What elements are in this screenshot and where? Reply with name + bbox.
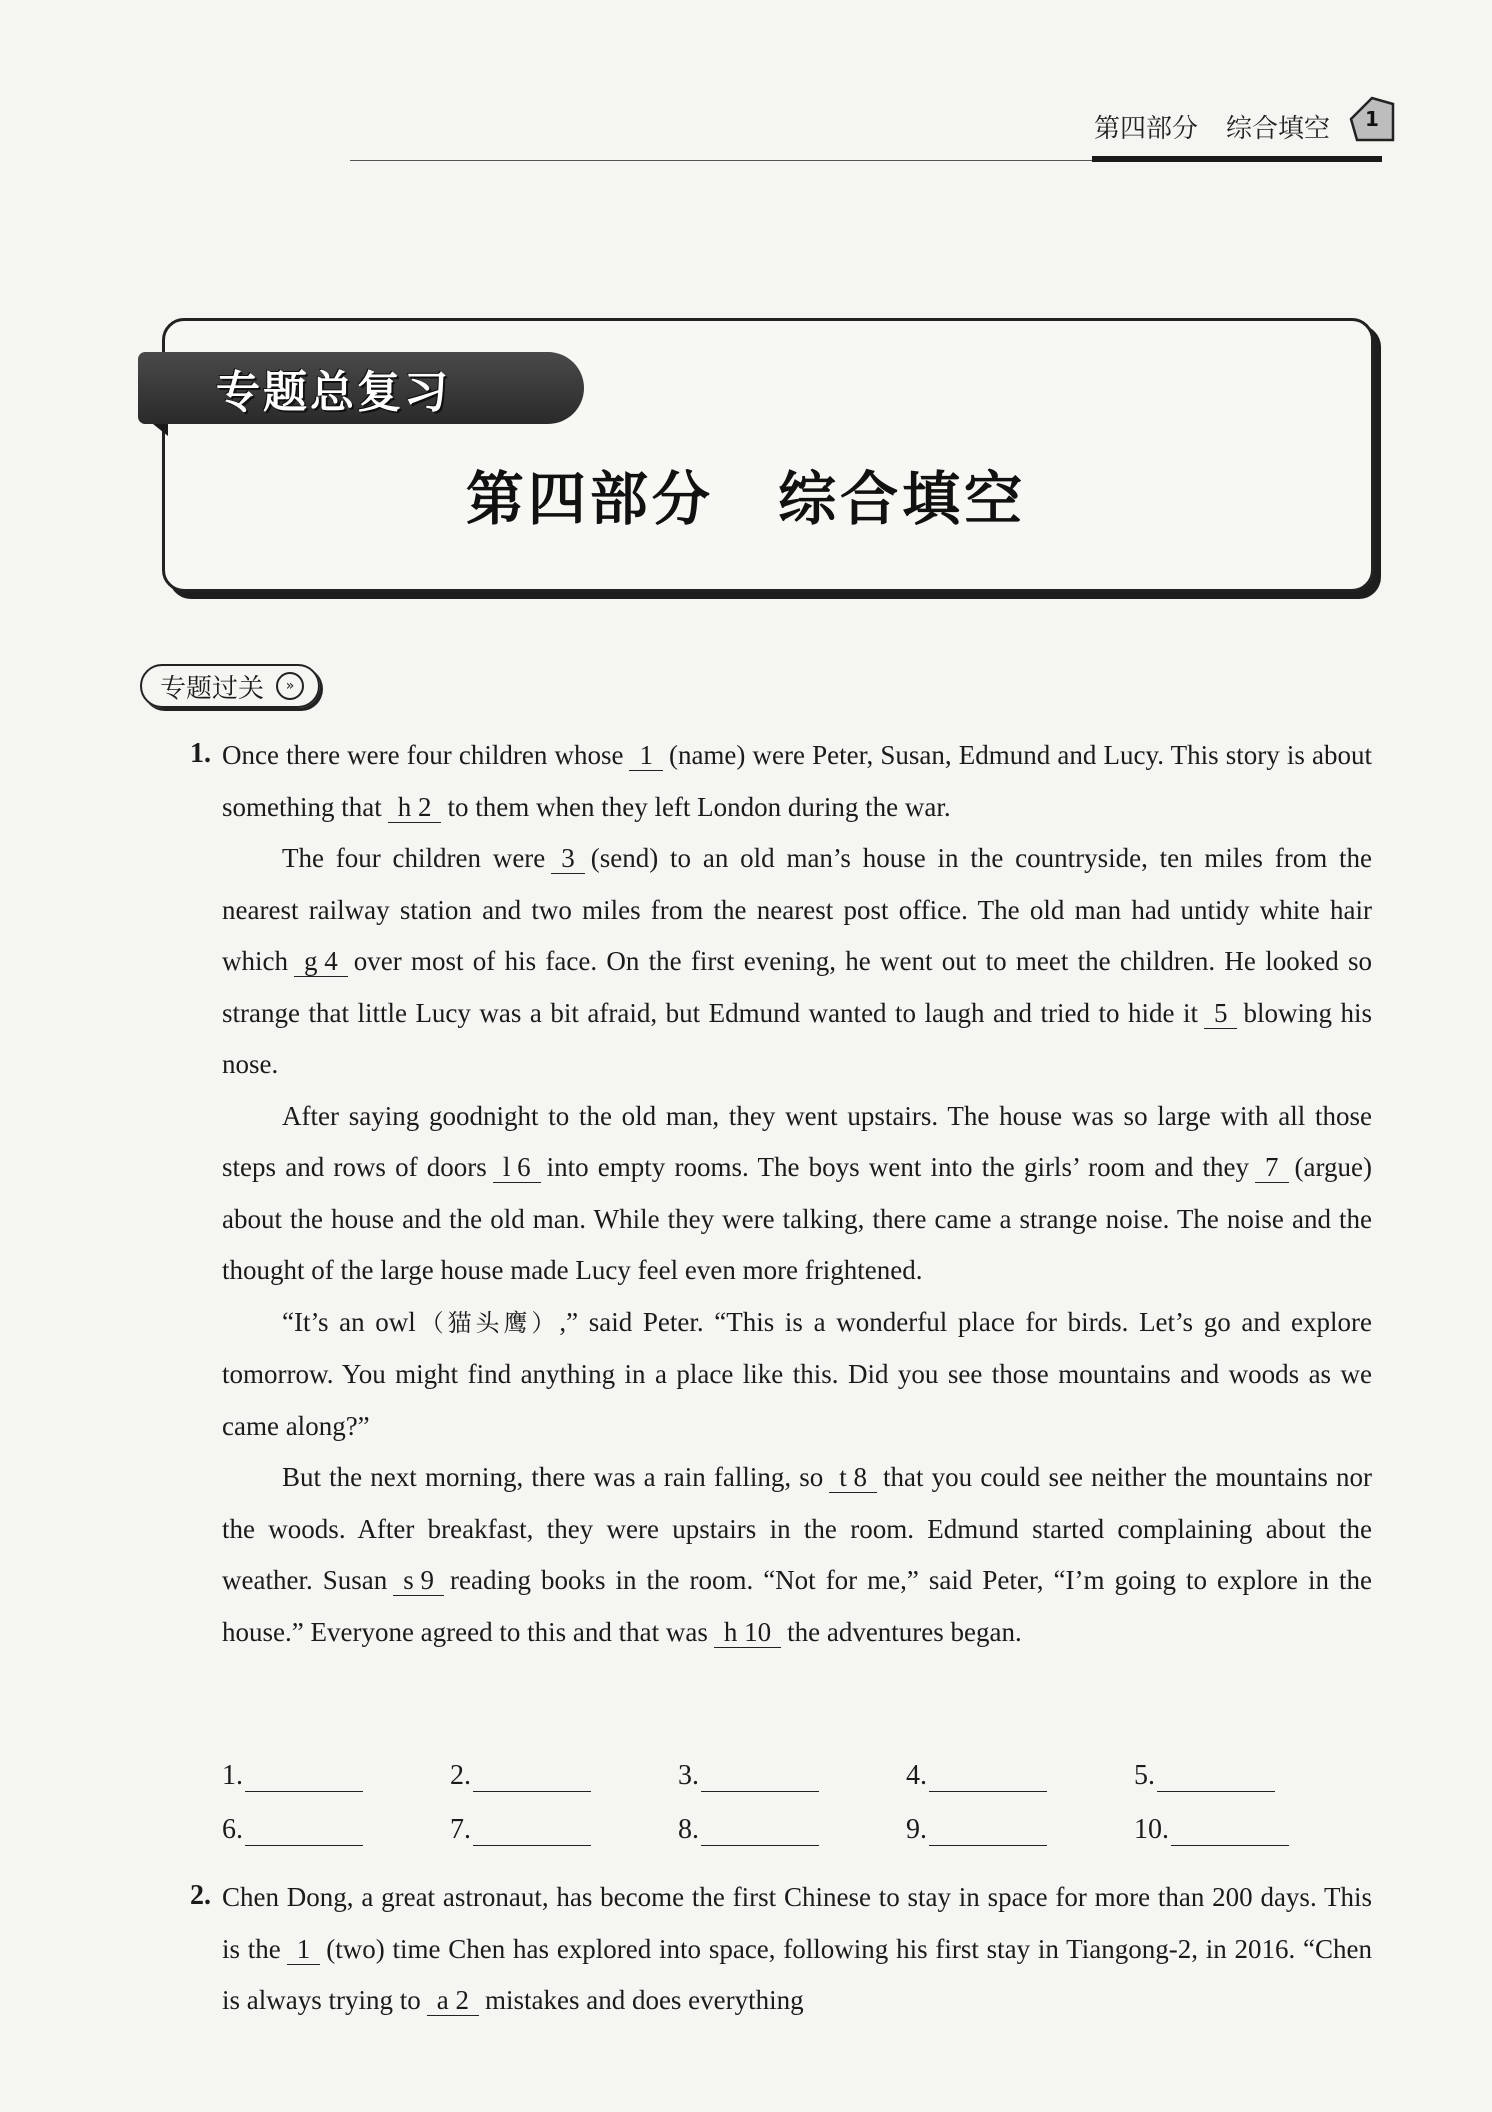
answer-slot[interactable]: 9. [906,1814,1134,1846]
section-tag [140,664,320,708]
answer-slot[interactable]: 3. [678,1760,906,1792]
answer-slot[interactable]: 10. [1134,1814,1362,1846]
answer-row-2 [222,1814,1382,1846]
q1-paragraph-2: The four children were 3 (send) to an old man’s house in the countryside, ten miles from the nearest railway station and two miles from the nearest post office. The old man had untidy white hair which g 4 over most of his face. On the first evening, he went out to meet the children. He looked so strange that little Lucy was a bit afraid, but Edmund wanted to laugh and tried to hide it 5 blowing his nose. [222,843,1372,1079]
title-part: 第四部分 [465,465,714,533]
blank-5[interactable]: 5 [1204,998,1238,1029]
page-number: 1 [1365,107,1379,131]
blank-1[interactable]: 1 [287,1934,321,1965]
blank-6[interactable]: l 6 [493,1152,541,1183]
blank-2[interactable]: h 2 [388,792,442,823]
blank-2[interactable]: a 2 [427,1985,479,2016]
blank-3[interactable]: 3 [551,843,585,874]
blank-9[interactable]: s 9 [393,1565,444,1596]
question-1-number: 1. [190,738,211,769]
page-number-badge [1345,92,1399,146]
blank-8[interactable]: t 8 [829,1462,877,1493]
question-1-passage [222,730,1372,1658]
q2-paragraph-1: Chen Dong, a great astronaut, has become the first Chinese to stay in space for more than 200 days. This is the 1 (two) time Chen has explored into space, following his first stay in Tiangong-2, in 2016. “Chen is always trying to a 2 mistakes and does everything [222,1882,1372,2015]
question-2-passage [222,1872,1372,2027]
header-part: 第四部分 [1093,114,1198,144]
question-2-number: 2. [190,1880,211,1911]
q1-paragraph-5: But the next morning, there was a rain falling, so t 8 that you could see neither the mountains nor the woods. After breakfast, they were upstairs in the room. Edmund started complaining about the weather. Susan s 9 reading books in the room. “Not for me,” said Peter, “I’m going to explore in the house.” Everyone agreed to this and that was h 10 the adventures began. [222,1462,1372,1647]
ribbon-label: 专题总复习 [216,367,451,418]
answer-slot[interactable]: 1. [222,1760,450,1792]
answer-slot[interactable]: 8. [678,1814,906,1846]
section-tag-label: 专题过关 [160,673,265,704]
header-rule [350,156,1382,163]
answer-slot[interactable]: 6. [222,1814,450,1846]
answer-row-1 [222,1760,1382,1792]
header-topic: 综合填空 [1225,114,1330,144]
answer-slot[interactable]: 7. [450,1814,678,1846]
blank-4[interactable]: g 4 [294,946,348,977]
q1-paragraph-3: After saying goodnight to the old man, they went upstairs. The house was so large with all those steps and rows of doors l 6 into empty rooms. The boys went into the girls’ room and they 7 (argue) about the house and the old man. While they were talking, there came a strange noise. The noise and the thought of the large house made Lucy feel even more frightened. [222,1100,1372,1285]
title-ribbon [138,352,584,424]
answer-slot[interactable]: 2. [450,1760,678,1792]
blank-1[interactable]: 1 [629,740,663,771]
blank-7[interactable]: 7 [1255,1152,1289,1183]
page-title [0,452,1492,536]
title-topic: 综合填空 [778,465,1027,533]
answer-slot[interactable]: 4. [906,1760,1134,1792]
chevrons-down-icon: » [276,672,304,700]
running-header [1094,108,1382,145]
answer-slot[interactable]: 5. [1134,1760,1362,1792]
q1-paragraph-1: Once there were four children whose 1 (name) were Peter, Susan, Edmund and Lucy. This story is about something that h 2 to them when they left London during the war. [222,740,1372,822]
q1-paragraph-4: “It’s an owl（猫头鹰）,” said Peter. “This is a wonderful place for birds. Let’s go and explore tomorrow. You might find anything in a place like this. Did you see those mountains and woods as we came along?” [222,1306,1372,1441]
blank-10[interactable]: h 10 [714,1617,781,1648]
